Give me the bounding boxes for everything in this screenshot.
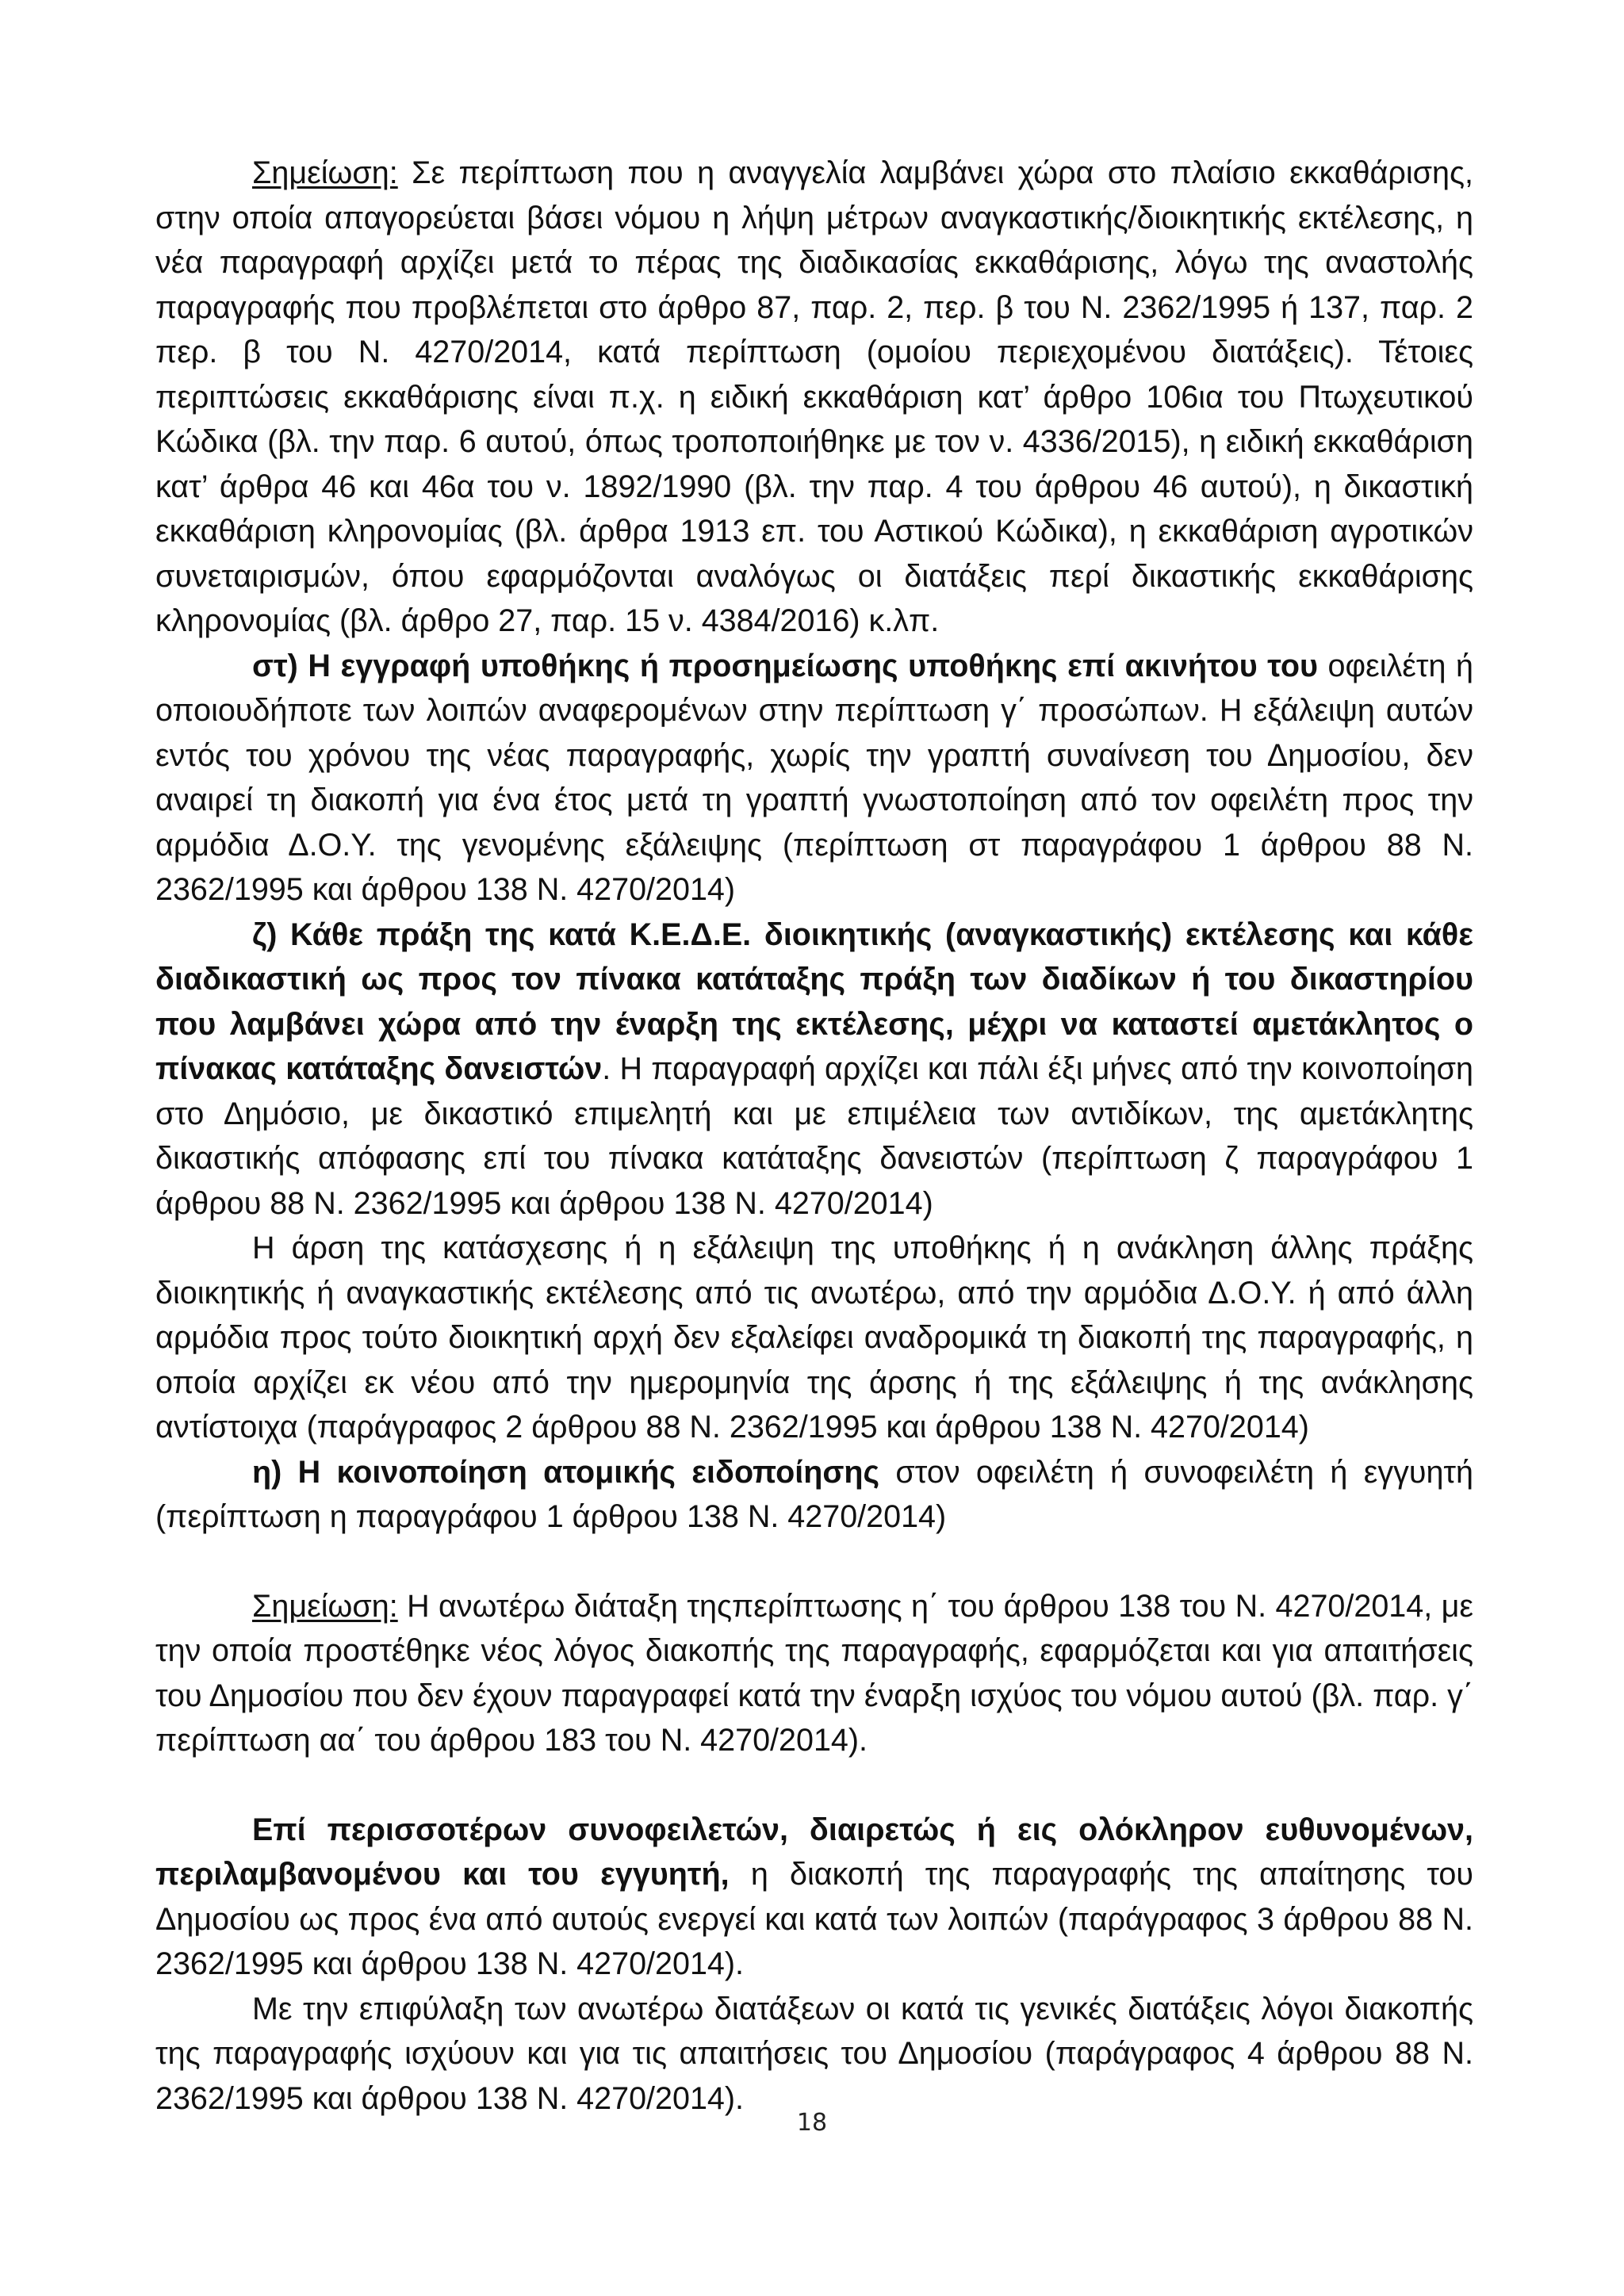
heading-z: ζ) Κάθε πράξη της κατά Κ.Ε.Δ.Ε. διοικητικής (αναγκαστικής) εκτέλεσης και κάθε διαδικαστική ως προς τον πίνακα κατάταξης πράξη των διαδίκων ή του δικαστηρίου που λαμβάνει χώρα από την έναρξη της εκτέλεσης, μέχρι να καταστεί αμετάκλητος ο πίνακας κατάταξης δανειστών	[155, 916, 1473, 1086]
paragraph-seizure-text: Η άρση της κατάσχεσης ή η εξάλειψη της υποθήκης ή η ανάκληση άλλης πράξης διοικητικής ή αναγκαστικής εκτέλεσης από τις ανωτέρω, από την αρμόδια Δ.Ο.Υ. ή από άλλη αρμόδια προς τούτο διοικητική αρχή δεν εξαλείφει αναδρομικά τη διακοπή της παραγραφής, η οποία αρχίζει εκ νέου από την ημερομηνία της άρσης ή της εξάλειψης ή της ανάκλησης αντίστοιχα (παράγραφος 2 άρθρου 88 Ν. 2362/1995 και άρθρου 138 Ν. 4270/2014)	[155, 1230, 1473, 1445]
spacer	[155, 1763, 1473, 1808]
paragraph-i-text: στον οφειλέτη ή συνοφειλέτη ή εγγυητή (περίπτωση η παραγράφου 1 άρθρου 138 Ν. 4270/2014)	[155, 1454, 1473, 1534]
note-text: Σε περίπτωση που η αναγγελία λαμβάνει χώρα στο πλαίσιο εκκαθάρισης, στην οποία απαγορεύεται βάσει νόμου η λήψη μέτρων αναγκαστικής/διοικητικής εκτέλεσης, η νέα παραγραφή αρχίζει μετά το πέρας της διαδικασίας εκκαθάρισης, λόγω της αναστολής παραγραφής που προβλέπεται στο άρθρο 87, παρ. 2, περ. β του Ν. 2362/1995 ή 137, παρ. 2 περ. β του Ν. 4270/2014, κατά περίπτωση (ομοίου περιεχομένου διατάξεις). Τέτοιες περιπτώσεις εκκαθάρισης είναι π.χ. η ειδική εκκαθάριση κατ’ άρθρο 106ια του Πτωχευτικού Κώδικα (βλ. την παρ. 6 αυτού, όπως τροποποιήθηκε με τον ν. 4336/2015), η ειδική εκκαθάριση κατ’ άρθρα 46 και 46α του ν. 1892/1990 (βλ. την παρ. 4 του άρθρου 46 αυτού), η δικαστική εκκαθάριση κληρονομίας (βλ. άρθρα 1913 επ. του Αστικού Κώδικα), η εκκαθάριση αγροτικών συνεταιρισμών, όπου εφαρμόζονται αναλόγως οι διατάξεις περί δικαστικής εκκαθάρισης κληρονομίας (βλ. άρθρο 27, παρ. 15 ν. 4384/2016) κ.λπ.	[155, 155, 1473, 638]
note-label: Σημείωση:	[252, 1588, 398, 1624]
note-text: Η ανωτέρω διάταξη τηςπερίπτωσης η΄ του άρθρου 138 του Ν. 4270/2014, με την οποία προστέθηκε νέος λόγος διακοπής της παραγραφής, εφαρμόζεται και για απαιτήσεις του Δημοσίου που δεν έχουν παραγραφεί κατά την έναρξη ισχύος του νόμου αυτού (βλ. παρ. γ΄ περίπτωση αα΄ του άρθρου 183 του Ν. 4270/2014).	[155, 1588, 1473, 1758]
note-label: Σημείωση:	[252, 155, 398, 190]
paragraph-st-text: οφειλέτη ή οποιουδήποτε των λοιπών αναφερομένων στην περίπτωση γ΄ προσώπων. Η εξάλειψη αυτών εντός του χρόνου της νέας παραγραφής, χωρίς την γραπτή συναίνεση του Δημοσίου, δεν αναιρεί τη διακοπή για ένα έτος μετά τη γραπτή γνωστοποίηση από τον οφειλέτη προς την αρμόδια Δ.Ο.Υ. της γενομένης εξάλειψης (περίπτωση στ παραγράφου 1 άρθρου 88 Ν. 2362/1995 και άρθρου 138 Ν. 4270/2014)	[155, 648, 1473, 907]
page-number: 18	[796, 2109, 828, 2137]
heading-codebtors: Επί περισσοτέρων συνοφειλετών, διαιρετώς ή εις ολόκληρον ευθυνομένων, περιλαμβανομένου και του εγγυητή,	[155, 1812, 1473, 1892]
paragraph-i-notice	[155, 1450, 1473, 1540]
note-paragraph-liquidation	[155, 151, 1473, 644]
heading-i: η) Η κοινοποίηση ατομικής ειδοποίησης	[252, 1454, 880, 1490]
paragraph-general-provisions	[155, 1987, 1473, 2122]
paragraph-seizure-lifting	[155, 1226, 1473, 1450]
paragraph-codebtors	[155, 1808, 1473, 1987]
paragraph-st-mortgage	[155, 644, 1473, 913]
spacer	[155, 1540, 1473, 1584]
paragraph-codebtors-text: η διακοπή της παραγραφής της απαίτησης του Δημοσίου ως προς ένα από αυτούς ενεργεί και κατά των λοιπών (παράγραφος 3 άρθρου 88 Ν. 2362/1995 και άρθρου 138 Ν. 4270/2014).	[155, 1857, 1473, 1981]
paragraph-z-execution	[155, 913, 1473, 1226]
paragraph-z-text: . Η παραγραφή αρχίζει και πάλι έξι μήνες από την κοινοποίηση στο Δημόσιο, με δικαστικό επιμελητή και με επιμέλεια των αντιδίκων, της αμετάκλητης δικαστικής απόφασης επί του πίνακα κατάταξης δανειστών (περίπτωση ζ παραγράφου 1 άρθρου 88 Ν. 2362/1995 και άρθρου 138 Ν. 4270/2014)	[155, 1051, 1473, 1221]
note-paragraph-article-138	[155, 1584, 1473, 1763]
heading-st: στ) Η εγγραφή υποθήκης ή προσημείωσης υποθήκης επί ακινήτου του	[252, 648, 1318, 683]
paragraph-general-text: Με την επιφύλαξη των ανωτέρω διατάξεων οι κατά τις γενικές διατάξεις λόγοι διακοπής της παραγραφής ισχύουν και για τις απαιτήσεις του Δημοσίου (παράγραφος 4 άρθρου 88 Ν. 2362/1995 και άρθρου 138 Ν. 4270/2014).	[155, 1991, 1473, 2116]
